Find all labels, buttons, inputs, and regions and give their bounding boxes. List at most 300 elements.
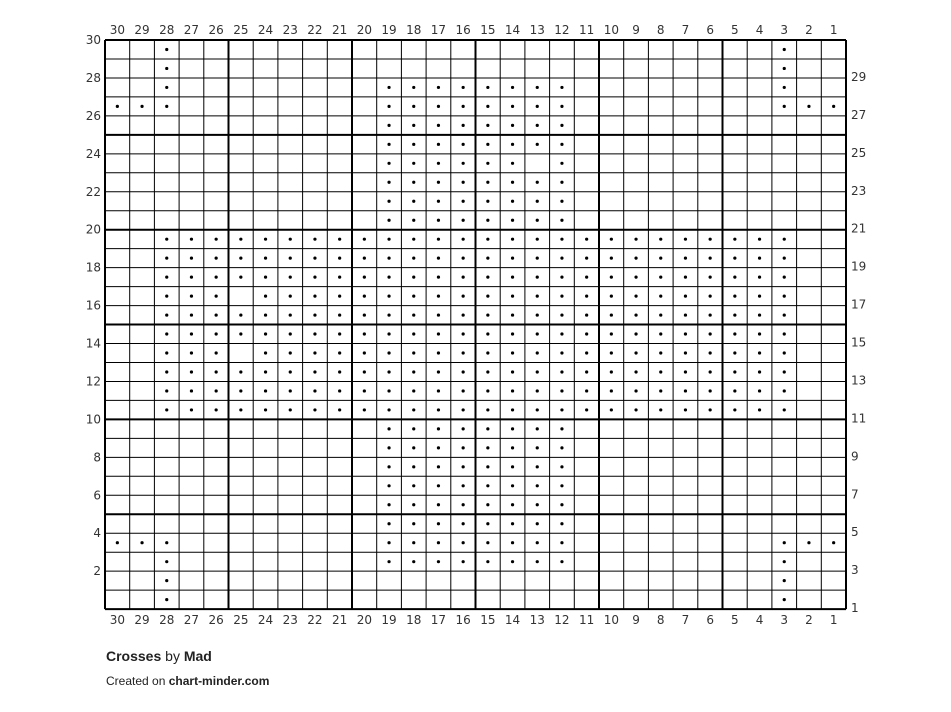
column-label-top: 18 <box>406 23 422 37</box>
stitch-dot <box>289 313 292 316</box>
column-label-top: 3 <box>780 23 789 37</box>
stitch-dot <box>560 484 563 487</box>
stitch-dot <box>462 427 465 430</box>
row-label-left: 14 <box>85 336 101 351</box>
column-label-top: 4 <box>755 23 764 37</box>
stitch-dot <box>313 257 316 260</box>
stitch-dot <box>610 313 613 316</box>
stitch-dot <box>511 238 514 241</box>
stitch-dot <box>758 238 761 241</box>
stitch-dot <box>659 276 662 279</box>
stitch-dot <box>412 427 415 430</box>
row-label-right: 23 <box>851 183 867 198</box>
stitch-dot <box>387 370 390 373</box>
stitch-dot <box>165 332 168 335</box>
stitch-dot <box>634 408 637 411</box>
stitch-dot <box>783 598 786 601</box>
stitch-dot <box>486 351 489 354</box>
column-label-top: 12 <box>554 23 570 37</box>
stitch-dot <box>783 238 786 241</box>
stitch-dot <box>486 484 489 487</box>
column-label-bottom: 1 <box>829 613 838 628</box>
stitch-dot <box>783 560 786 563</box>
column-label-bottom: 3 <box>780 613 789 628</box>
stitch-dot <box>338 370 341 373</box>
stitch-dot <box>511 408 514 411</box>
stitch-dot <box>462 105 465 108</box>
stitch-dot <box>536 257 539 260</box>
stitch-dot <box>289 408 292 411</box>
column-label-bottom: 11 <box>579 613 595 628</box>
stitch-dot <box>289 389 292 392</box>
stitch-dot <box>560 219 563 222</box>
stitch-dot <box>783 294 786 297</box>
stitch-dot <box>412 181 415 184</box>
row-label-right: 13 <box>851 373 867 388</box>
stitch-dot <box>165 105 168 108</box>
stitch-dot <box>536 105 539 108</box>
stitch-dot <box>536 389 539 392</box>
stitch-dot <box>462 408 465 411</box>
stitch-dot <box>264 238 267 241</box>
stitch-dot <box>536 560 539 563</box>
stitch-dot <box>462 465 465 468</box>
stitch-dot <box>462 257 465 260</box>
bottom-column-labels <box>110 613 838 627</box>
stitch-dot <box>363 370 366 373</box>
stitch-dot <box>832 541 835 544</box>
row-label-right: 3 <box>851 563 859 578</box>
column-label-bottom: 5 <box>731 613 739 628</box>
column-label-bottom: 29 <box>134 613 150 628</box>
stitch-dot <box>758 351 761 354</box>
stitch-dot <box>659 351 662 354</box>
stitch-dot <box>215 370 218 373</box>
stitch-dot <box>462 143 465 146</box>
stitch-dot <box>462 181 465 184</box>
stitch-dot <box>610 351 613 354</box>
stitch-dot <box>437 503 440 506</box>
column-label-top: 16 <box>455 23 471 37</box>
stitch-dot <box>585 276 588 279</box>
stitch-dot <box>437 200 440 203</box>
stitch-dot <box>560 86 563 89</box>
stitch-dot <box>783 86 786 89</box>
stitch-dot <box>215 408 218 411</box>
stitch-dot <box>560 143 563 146</box>
stitch-dot <box>387 465 390 468</box>
stitch-dot <box>585 313 588 316</box>
column-label-top: 24 <box>257 23 274 37</box>
stitch-dot <box>536 124 539 127</box>
stitch-dot <box>659 294 662 297</box>
stitch-dot <box>585 332 588 335</box>
stitch-dot <box>412 257 415 260</box>
stitch-dot <box>634 332 637 335</box>
stitch-dot <box>733 389 736 392</box>
column-label-top: 29 <box>134 23 150 37</box>
row-label-left: 18 <box>85 260 101 275</box>
stitch-dot <box>140 541 143 544</box>
stitch-dot <box>684 257 687 260</box>
stitch-dot <box>437 351 440 354</box>
stitch-dot <box>536 408 539 411</box>
column-label-top: 2 <box>805 23 813 37</box>
stitch-dot <box>511 313 514 316</box>
stitch-dot <box>437 522 440 525</box>
column-label-bottom: 4 <box>755 613 764 628</box>
stitch-dot <box>412 351 415 354</box>
row-label-right: 21 <box>851 221 867 236</box>
stitch-dot <box>684 238 687 241</box>
stitch-dot <box>190 332 193 335</box>
stitch-dot <box>486 143 489 146</box>
stitch-dot <box>412 143 415 146</box>
column-label-bottom: 13 <box>529 613 545 628</box>
stitch-dot <box>486 541 489 544</box>
stitch-dot <box>634 351 637 354</box>
stitch-dot <box>313 276 316 279</box>
stitch-dot <box>190 294 193 297</box>
created-on-label: Created on <box>106 674 166 688</box>
stitch-dot <box>165 48 168 51</box>
stitch-dot <box>462 313 465 316</box>
stitch-dot <box>289 294 292 297</box>
column-label-bottom: 18 <box>406 613 422 628</box>
stitch-dot <box>412 541 415 544</box>
stitch-dot <box>462 560 465 563</box>
stitch-dot <box>733 276 736 279</box>
stitch-dot <box>486 313 489 316</box>
site-link[interactable]: chart-minder.com <box>168 674 270 688</box>
stitch-dot <box>536 294 539 297</box>
stitch-dot <box>659 332 662 335</box>
stitch-dot <box>437 294 440 297</box>
stitch-dot <box>659 408 662 411</box>
stitch-dot <box>462 276 465 279</box>
stitch-dot <box>313 389 316 392</box>
stitch-dot <box>313 332 316 335</box>
stitch-dot <box>264 389 267 392</box>
stitch-dot <box>239 276 242 279</box>
stitch-dot <box>412 200 415 203</box>
column-label-top: 8 <box>656 23 665 37</box>
stitch-dot <box>412 219 415 222</box>
stitch-dot <box>486 162 489 165</box>
stitch-dot <box>486 238 489 241</box>
designer-name: Mad <box>183 648 212 664</box>
stitch-dot <box>190 389 193 392</box>
chart-grid <box>105 40 846 609</box>
column-label-bottom: 30 <box>109 613 125 628</box>
stitch-dot <box>783 408 786 411</box>
stitch-dot <box>437 276 440 279</box>
stitch-dot <box>387 427 390 430</box>
stitch-dot <box>313 238 316 241</box>
column-label-top: 26 <box>208 23 224 37</box>
stitch-dot <box>486 370 489 373</box>
stitch-dot <box>783 389 786 392</box>
stitch-dot <box>536 238 539 241</box>
stitch-dot <box>486 124 489 127</box>
stitch-dot <box>165 389 168 392</box>
stitch-dot <box>165 579 168 582</box>
stitch-dot <box>536 86 539 89</box>
stitch-dot <box>560 294 563 297</box>
stitch-dot <box>289 276 292 279</box>
stitch-dot <box>560 257 563 260</box>
column-label-bottom: 15 <box>480 613 496 628</box>
stitch-dot <box>758 276 761 279</box>
stitch-dot <box>536 276 539 279</box>
stitch-dot <box>585 294 588 297</box>
stitch-dot <box>511 389 514 392</box>
stitch-dot <box>338 294 341 297</box>
stitch-dot <box>659 238 662 241</box>
stitch-dot <box>511 124 514 127</box>
stitch-dot <box>684 294 687 297</box>
stitch-dot <box>387 408 390 411</box>
stitch-dot <box>783 67 786 70</box>
stitch-dot <box>363 408 366 411</box>
stitch-dot <box>239 257 242 260</box>
row-label-left: 24 <box>85 146 101 161</box>
column-label-top: 21 <box>332 23 348 37</box>
stitch-dot <box>363 294 366 297</box>
stitch-dot <box>239 332 242 335</box>
stitch-dot <box>709 408 712 411</box>
stitch-dot <box>486 105 489 108</box>
stitch-dot <box>511 276 514 279</box>
stitch-dot <box>511 86 514 89</box>
column-label-top: 10 <box>603 23 619 37</box>
column-label-top: 1 <box>829 23 838 37</box>
column-label-bottom: 23 <box>282 613 298 628</box>
stitch-dot <box>585 238 588 241</box>
stitch-dot <box>536 446 539 449</box>
stitch-dot <box>437 238 440 241</box>
stitch-dot <box>610 332 613 335</box>
stitch-dot <box>807 105 810 108</box>
stitch-dot <box>190 276 193 279</box>
stitch-dot <box>387 86 390 89</box>
stitch-dot <box>264 332 267 335</box>
row-label-left: 12 <box>85 374 101 389</box>
stitch-dot <box>758 408 761 411</box>
stitch-dot <box>437 408 440 411</box>
stitch-dot <box>264 313 267 316</box>
stitch-dot <box>511 219 514 222</box>
column-label-top: 17 <box>430 23 447 37</box>
stitch-dot <box>783 313 786 316</box>
stitch-dot <box>215 313 218 316</box>
stitch-dot <box>758 370 761 373</box>
stitch-dot <box>412 313 415 316</box>
stitch-dot <box>783 541 786 544</box>
stitch-dot <box>412 238 415 241</box>
row-label-right: 7 <box>851 487 859 502</box>
row-label-right: 19 <box>851 259 867 274</box>
column-label-bottom: 17 <box>430 613 447 628</box>
column-label-bottom: 9 <box>632 613 640 628</box>
stitch-dot <box>486 257 489 260</box>
stitch-dot <box>190 257 193 260</box>
stitch-dot <box>659 313 662 316</box>
stitch-dot <box>536 427 539 430</box>
stitch-dot <box>733 408 736 411</box>
column-label-top: 5 <box>731 23 739 37</box>
row-label-right: 5 <box>851 525 859 540</box>
stitch-dot <box>264 370 267 373</box>
stitch-dot <box>338 238 341 241</box>
stitch-dot <box>338 332 341 335</box>
stitch-dot <box>165 598 168 601</box>
stitch-dot <box>264 351 267 354</box>
stitch-dot <box>165 276 168 279</box>
stitch-dot <box>684 351 687 354</box>
row-label-left: 20 <box>85 222 101 237</box>
stitch-dot <box>387 389 390 392</box>
stitch-dot <box>412 162 415 165</box>
row-label-left: 8 <box>93 450 101 465</box>
column-label-bottom: 19 <box>381 613 397 628</box>
stitch-dot <box>387 181 390 184</box>
stitch-dot <box>239 408 242 411</box>
stitch-dot <box>486 219 489 222</box>
stitch-dot <box>437 541 440 544</box>
stitch-dot <box>758 257 761 260</box>
stitch-dot <box>116 105 119 108</box>
stitch-dot <box>560 427 563 430</box>
stitch-dot <box>165 408 168 411</box>
stitch-dot <box>462 238 465 241</box>
stitch-dot <box>783 332 786 335</box>
stitch-dot <box>610 389 613 392</box>
stitch-dot <box>733 332 736 335</box>
stitch-dot <box>313 408 316 411</box>
stitch-dot <box>437 162 440 165</box>
stitch-dot <box>511 332 514 335</box>
column-label-top: 15 <box>480 23 496 37</box>
row-label-left: 22 <box>85 184 101 199</box>
column-label-bottom: 16 <box>455 613 471 628</box>
stitch-dot <box>709 332 712 335</box>
column-label-bottom: 25 <box>233 613 249 628</box>
stitch-dot <box>190 408 193 411</box>
row-label-right: 9 <box>851 449 859 464</box>
stitch-dot <box>536 219 539 222</box>
column-label-top: 19 <box>381 23 397 37</box>
stitch-dot <box>684 332 687 335</box>
stitch-dot <box>363 351 366 354</box>
stitch-dot <box>412 370 415 373</box>
stitch-dot <box>387 294 390 297</box>
stitch-dot <box>560 313 563 316</box>
stitch-dot <box>412 408 415 411</box>
stitch-dot <box>536 351 539 354</box>
stitch-dot <box>437 389 440 392</box>
stitch-dot <box>215 294 218 297</box>
stitch-dot <box>684 276 687 279</box>
right-row-labels <box>851 70 866 615</box>
stitch-dot <box>536 503 539 506</box>
stitch-dot <box>462 389 465 392</box>
stitch-dot <box>585 257 588 260</box>
stitch-dot <box>313 370 316 373</box>
stitch-dot <box>511 351 514 354</box>
column-label-bottom: 27 <box>183 613 200 628</box>
column-label-top: 25 <box>233 23 249 37</box>
stitch-dot <box>536 370 539 373</box>
stitch-dot <box>783 276 786 279</box>
stitch-dot <box>462 332 465 335</box>
row-label-left: 26 <box>85 108 101 123</box>
stitch-dot <box>264 408 267 411</box>
row-label-left: 28 <box>85 70 101 85</box>
stitch-dot <box>363 238 366 241</box>
column-label-top: 27 <box>183 23 200 37</box>
row-label-left: 6 <box>93 488 101 503</box>
stitch-dot <box>511 143 514 146</box>
stitch-dot <box>387 351 390 354</box>
stitch-dot <box>560 389 563 392</box>
column-label-top: 30 <box>109 23 125 37</box>
stitch-dot <box>486 389 489 392</box>
column-label-top: 14 <box>504 23 521 37</box>
row-label-right: 17 <box>851 297 867 312</box>
stitch-dot <box>338 313 341 316</box>
stitch-dot <box>387 162 390 165</box>
column-label-bottom: 24 <box>257 613 274 628</box>
stitch-dot <box>659 389 662 392</box>
stitch-dot <box>462 219 465 222</box>
column-label-bottom: 8 <box>656 613 665 628</box>
stitch-dot <box>462 200 465 203</box>
stitch-dot <box>363 257 366 260</box>
pattern-name: Crosses <box>106 648 162 664</box>
stitch-dot <box>733 370 736 373</box>
stitch-dot <box>437 484 440 487</box>
column-label-top: 23 <box>282 23 298 37</box>
stitch-dot <box>783 370 786 373</box>
stitch-dot <box>709 313 712 316</box>
stitch-dot <box>462 162 465 165</box>
stitch-dot <box>165 238 168 241</box>
stitch-dot <box>758 332 761 335</box>
stitch-dot <box>709 257 712 260</box>
stitch-dot <box>758 389 761 392</box>
column-label-bottom: 26 <box>208 613 224 628</box>
stitch-dot <box>709 389 712 392</box>
stitch-dot <box>733 257 736 260</box>
stitch-dot <box>140 105 143 108</box>
stitch-dot <box>709 370 712 373</box>
stitch-dot <box>560 200 563 203</box>
column-label-bottom: 14 <box>504 613 521 628</box>
stitch-dot <box>783 105 786 108</box>
column-label-top: 7 <box>681 23 690 37</box>
stitch-dot <box>387 105 390 108</box>
stitch-dot <box>486 408 489 411</box>
stitch-dot <box>462 541 465 544</box>
stitch-dot <box>634 389 637 392</box>
stitch-dot <box>634 257 637 260</box>
stitch-dot <box>486 200 489 203</box>
stitch-dot <box>511 181 514 184</box>
left-row-labels <box>86 33 101 578</box>
row-label-right: 27 <box>851 107 867 122</box>
stitch-dot <box>437 257 440 260</box>
